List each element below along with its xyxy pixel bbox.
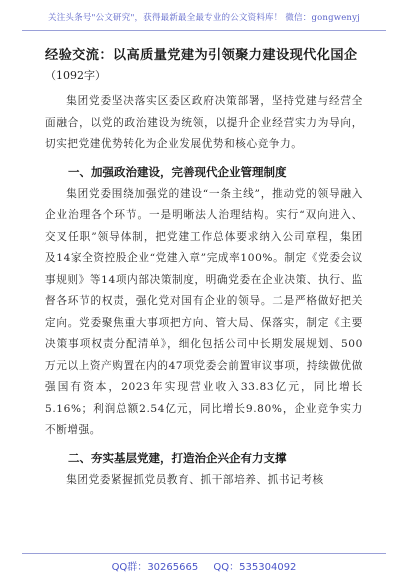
qq-group-info <box>112 562 199 573</box>
qq-label: QQ： <box>213 562 240 573</box>
header-promo-note: 关注头条号"公文研究"，获得最新最全最专业的公文资料库！ 微信：gongwenyj <box>48 13 360 23</box>
intro-paragraph: 集团党委坚决落实区委区政府决策部署，坚持党建与经营全面融合，以党的政治建设为统领，以提升企业经营实力为导向，切实把党建优势转化为企业发展优势和核心竞争力。 <box>45 95 363 150</box>
header-divider <box>22 30 386 31</box>
footer-contact <box>0 558 408 573</box>
qq-group-label: QQ群： <box>111 562 148 573</box>
section-1-paragraph: 集团党委围绕加强党的建设“一条主线”，推动党的领导融入企业治理各个环节。一是明晰法人治理结构。实行“双向进入、交叉任职”领导体制，把党建工作总体要求纳入公司章程，集团及14家全资控股企业“党建入章”完成率100%。制定《党委会议事规则》等14项内部决策制度，明确党委在企业决策、执行、监督各环节的权责，强化党对国有企业的领导。二是严格做好把关定向。党委聚焦重大事项把方向、管大局、保落实，制定《主要决策事项权责分配清单》，细化包括公司中长期发展规划、500万元以上资产购置在内的47项党委会前置审议事项，持续做优做强国有资本，2023年实现营业收入33.83亿元，同比增长5.16%；利润总额2.54亿元，同比增长9.80%，企业竞争实力不断增强。 <box>45 187 363 436</box>
qq-info <box>213 562 296 573</box>
section-heading-2: 二、夯实基层党建，打造治企兴企有力支撑 <box>68 450 287 465</box>
qq-number: 535304092 <box>239 562 297 573</box>
footer-divider <box>22 553 386 554</box>
section-2-paragraph: 集团党委紧握抓党员教育、抓干部培养、抓书记考核 <box>66 473 324 486</box>
document-title: 经验交流：以高质量党建为引领聚力建设现代化国企 <box>45 48 358 63</box>
qq-group-number: 30265665 <box>147 562 199 573</box>
word-count: （1092字） <box>45 69 106 82</box>
section-heading-1: 一、加强政治建设，完善现代企业管理制度 <box>68 164 287 179</box>
document-body <box>45 46 363 491</box>
